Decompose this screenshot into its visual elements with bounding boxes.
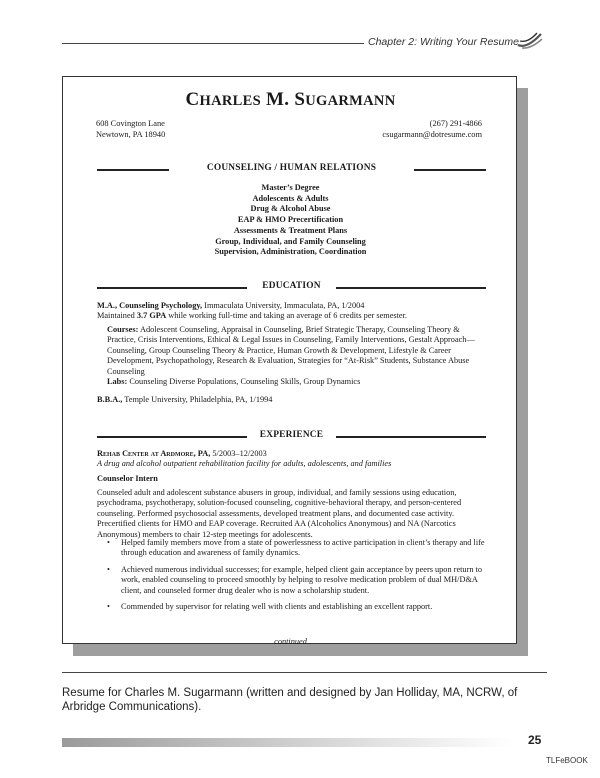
skill-item: EAP & HMO Precertification bbox=[237, 215, 344, 225]
job-title: Counselor Intern bbox=[97, 474, 158, 483]
footer-gradient-bar bbox=[62, 738, 514, 747]
section-title: EXPERIENCE bbox=[259, 430, 324, 440]
skill-item: Assessments & Treatment Plans bbox=[233, 225, 348, 235]
ba-school: Temple University, Philadelphia, PA, 1/1994 bbox=[122, 395, 273, 404]
labs-label: Labs: bbox=[107, 377, 128, 386]
header-rule bbox=[62, 43, 364, 44]
figure-caption: Resume for Charles M. Sugarmann (written and designed by Jan Holliday, MA, NCRW, of Arbridge Communications). bbox=[62, 687, 518, 713]
page-number: 25 bbox=[528, 733, 542, 747]
labs-text: Counseling Diverse Populations, Counseling Skills, Group Dynamics bbox=[127, 377, 361, 386]
experience-employer bbox=[97, 449, 489, 470]
skill-item: Supervision, Administration, Coordination bbox=[214, 247, 367, 257]
email: csugarmann@dotresume.com bbox=[382, 130, 482, 139]
contact-address bbox=[96, 118, 165, 140]
section-education bbox=[97, 281, 486, 293]
address-line-1: 608 Covington Lane bbox=[96, 119, 165, 128]
ma-degree: M.A., Counseling Psychology, bbox=[97, 301, 203, 310]
section-title: EDUCATION bbox=[262, 281, 321, 291]
education-ba bbox=[97, 395, 489, 405]
chapter-title: Chapter 2: Writing Your Resume bbox=[368, 36, 519, 48]
education-ma: M.A., Counseling Psychology, Immaculata University, Immaculata, PA, 1/2004 Maintained 3.7 GPA while working full-time and taking an average of 6 credits per semester. bbox=[97, 301, 407, 321]
ba-degree: B.B.A., bbox=[97, 395, 123, 404]
caption-rule bbox=[62, 672, 547, 673]
employer-description: A drug and alcohol outpatient rehabilitation facility for adults, adolescents, and families bbox=[97, 459, 392, 469]
courses-label: Courses: bbox=[107, 325, 139, 334]
footer-mark: TLFeBOOK bbox=[546, 756, 588, 765]
resume-sheet bbox=[62, 76, 517, 644]
education-labs bbox=[107, 377, 489, 387]
address-line-2: Newtown, PA 18940 bbox=[96, 130, 166, 139]
job-summary: Counseled adult and adolescent substance abusers in group, individual, and family sessions using education, psychodrama, psychotherapy, solution-focused counseling, cognitive-behavioral therapy, and person-centered counseling. Performed psychosocial assessments, developed treatment plans, and documented case activity. Precertified clients for HMO and EAP coverage. Recruited AA (Alcoholics Anonymous) and NA (Narcotics Anonymous) members to chair 12-step meetings for adolescents. bbox=[97, 488, 462, 539]
pen-swoosh-icon bbox=[517, 31, 543, 51]
continued-note: continued bbox=[274, 637, 307, 646]
phone: (267) 291-4866 bbox=[429, 119, 482, 128]
list-item: • Achieved numerous individual successes; for example, helped client gain acceptance by peers upon return to work, enabled counseling to proceed smoothly by helping to resolve medication problem of dual MH/D&A client, and counseled former drug dealer who is now a scholarship student. bbox=[107, 565, 487, 596]
ma-school: Immaculata University, Immaculata, PA, 1/2004 bbox=[202, 301, 365, 310]
resume-name: CHARLES M. SUGARMANN bbox=[185, 89, 396, 110]
ma-gpa: 3.7 GPA bbox=[136, 311, 167, 321]
employer-name: Rehab Center at Ardmore, PA, bbox=[97, 449, 211, 458]
list-item: • Helped family members move from a state of powerlessness to active participation in client’s therapy and life through education and awareness of family dynamics. bbox=[107, 538, 487, 559]
achievement-list bbox=[107, 538, 487, 618]
section-experience bbox=[97, 430, 486, 442]
section-title: COUNSELING / HUMAN RELATIONS bbox=[206, 163, 377, 173]
list-item: • Commended by supervisor for relating well with clients and establishing an excellent rapport. bbox=[107, 602, 487, 612]
skill-item: Adolescents & Adults bbox=[252, 193, 329, 203]
employer-dates: 5/2003–12/2003 bbox=[210, 449, 267, 458]
education-courses bbox=[107, 325, 489, 377]
section-counseling bbox=[97, 163, 486, 175]
contact-phone-email bbox=[382, 118, 482, 140]
courses-text: Adolescent Counseling, Appraisal in Counseling, Brief Strategic Therapy, Counseling Theory & Practice, Crisis Interventions, Ethical & Legal Issues in Counseling, Family Interventions, Gestalt Approach—Counseling, Group Counseling Theory & Practice, Human Growth & Development, Lifestyle & Career Development, Psychopathology, Research & Evaluation, Strategies for “At-Risk” Students, Substance Abuse Counseling bbox=[107, 325, 475, 376]
skill-item: Master’s Degree bbox=[261, 183, 320, 192]
skills-list bbox=[63, 183, 518, 258]
skill-item: Drug & Alcohol Abuse bbox=[250, 204, 331, 214]
skill-item: Group, Individual, and Family Counseling bbox=[215, 236, 366, 246]
